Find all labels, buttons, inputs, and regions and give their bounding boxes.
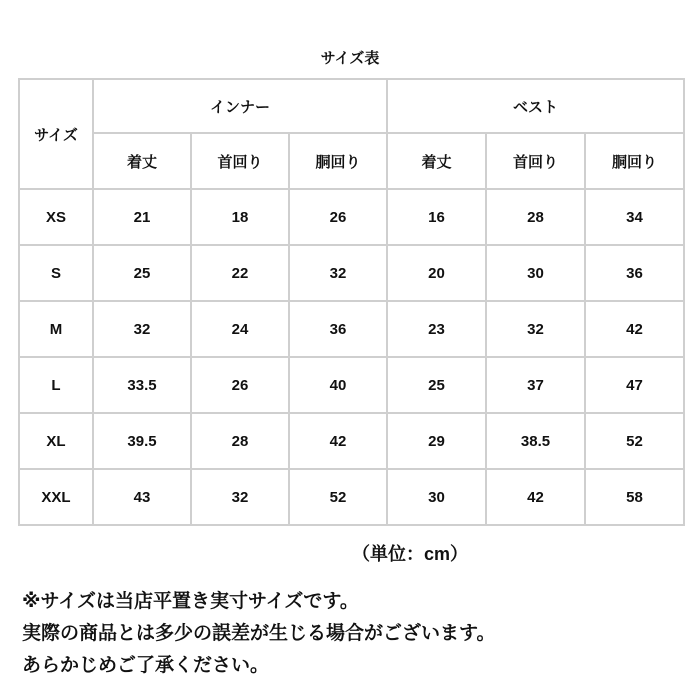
size-table (18, 78, 685, 526)
value-cell: 42 (486, 469, 585, 525)
value-cell: 32 (289, 245, 387, 301)
value-cell: 32 (93, 301, 191, 357)
value-cell: 16 (387, 189, 486, 245)
table-row (19, 413, 684, 469)
column-header: 胴回り (289, 133, 387, 189)
value-cell: 25 (387, 357, 486, 413)
unit-label: （単位：cm） (352, 544, 469, 564)
table-row (19, 301, 684, 357)
value-cell: 32 (191, 469, 289, 525)
column-header: 着丈 (93, 133, 191, 189)
size-cell: M (19, 301, 93, 357)
value-cell: 42 (585, 301, 684, 357)
value-cell: 23 (387, 301, 486, 357)
column-header: 首回り (486, 133, 585, 189)
group-header-vest: ベスト (387, 79, 684, 133)
value-cell: 36 (585, 245, 684, 301)
size-cell: L (19, 357, 93, 413)
size-header: サイズ (19, 79, 93, 189)
value-cell: 38.5 (486, 413, 585, 469)
value-cell: 34 (585, 189, 684, 245)
column-header: 着丈 (387, 133, 486, 189)
header-row-measures (19, 133, 684, 189)
size-cell: XXL (19, 469, 93, 525)
value-cell: 28 (486, 189, 585, 245)
size-cell: XL (19, 413, 93, 469)
value-cell: 37 (486, 357, 585, 413)
value-cell: 42 (289, 413, 387, 469)
notes (22, 586, 495, 682)
value-cell: 58 (585, 469, 684, 525)
value-cell: 20 (387, 245, 486, 301)
value-cell: 24 (191, 301, 289, 357)
table-row (19, 245, 684, 301)
size-cell: S (19, 245, 93, 301)
value-cell: 40 (289, 357, 387, 413)
value-cell: 18 (191, 189, 289, 245)
value-cell: 52 (585, 413, 684, 469)
value-cell: 25 (93, 245, 191, 301)
value-cell: 30 (387, 469, 486, 525)
value-cell: 43 (93, 469, 191, 525)
value-cell: 26 (289, 189, 387, 245)
value-cell: 28 (191, 413, 289, 469)
value-cell: 29 (387, 413, 486, 469)
table-row (19, 357, 684, 413)
column-header: 胴回り (585, 133, 684, 189)
value-cell: 26 (191, 357, 289, 413)
value-cell: 52 (289, 469, 387, 525)
value-cell: 36 (289, 301, 387, 357)
note-line: あらかじめご了承ください。 (22, 655, 270, 676)
table-row (19, 469, 684, 525)
group-header-inner: インナー (93, 79, 387, 133)
note-line: ※サイズは当店平置き実寸サイズです。 (22, 591, 359, 612)
value-cell: 32 (486, 301, 585, 357)
column-header: 首回り (191, 133, 289, 189)
note-line: 実際の商品とは多少の誤差が生じる場合がございます。 (22, 623, 496, 644)
value-cell: 30 (486, 245, 585, 301)
value-cell: 47 (585, 357, 684, 413)
header-row-groups (19, 79, 684, 133)
value-cell: 39.5 (93, 413, 191, 469)
value-cell: 21 (93, 189, 191, 245)
value-cell: 22 (191, 245, 289, 301)
size-cell: XS (19, 189, 93, 245)
table-row (19, 189, 684, 245)
table-title: サイズ表 (320, 50, 380, 67)
value-cell: 33.5 (93, 357, 191, 413)
